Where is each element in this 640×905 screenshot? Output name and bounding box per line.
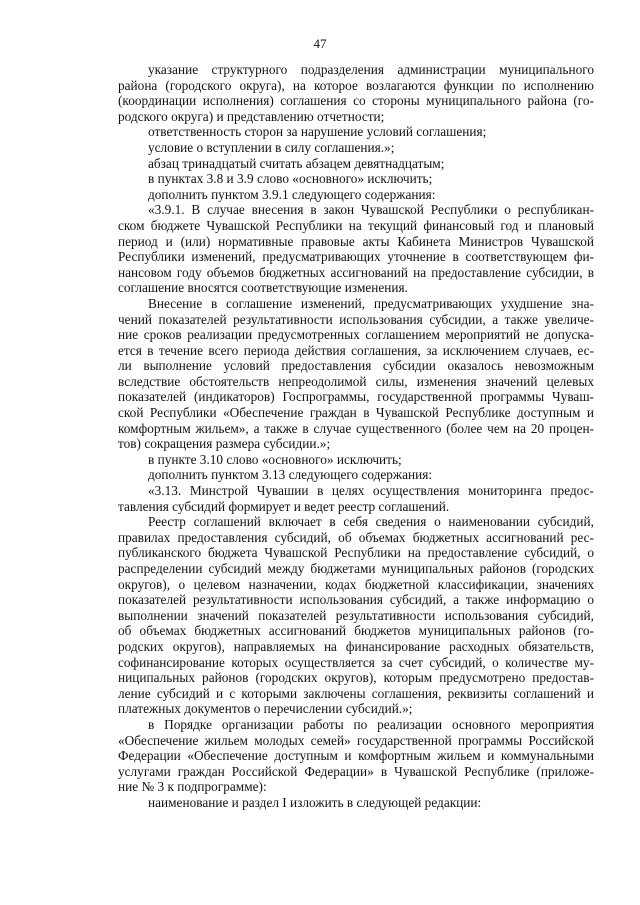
- text-line: в Порядке организации работы по реализации основного мероприятия: [148, 716, 594, 732]
- text-line: (координации исполнения) соглашения со стороны муниципального района (го-: [118, 93, 594, 109]
- text-line: ском бюджете Чувашской Республики на текущий финансовый год и плановый: [118, 217, 594, 233]
- text-line: ниципальных районов (городских округов), которым предусмотрено предостав-: [118, 670, 594, 686]
- text-line: тов) сокращения размера субсидии.»;: [118, 436, 331, 452]
- text-line: ние № 3 к подпрограмме):: [118, 779, 267, 795]
- text-line: района (городского округа), на которое возлагаются функции по исполнению: [118, 77, 594, 93]
- text-line: соглашение вносятся соответствующие изменения.: [118, 280, 408, 296]
- text-line: публиканского бюджета Чувашской Республики на предоставление субсидий, о: [118, 545, 594, 561]
- text-line: наименование и раздел I изложить в следующей редакции:: [148, 794, 482, 810]
- text-line: распределении субсидий между бюджетами муниципальных районов (городских: [118, 561, 594, 576]
- text-line: показателей результативности использования субсидий, а также информацию о: [118, 592, 594, 608]
- text-line: указание структурного подразделения администрации муниципального: [148, 62, 594, 77]
- text-line: Внесение в соглашение изменений, предусматривающих ухудшение зна-: [148, 295, 594, 311]
- text-line: софинансирование которых осуществляется за счет субсидий, о количестве му-: [118, 654, 594, 670]
- text-line: округов), о целевом назначении, кодах бюджетной классификации, значениях: [118, 576, 594, 592]
- text-line: период и (или) нормативные правовые акты Кабинета Министров Чувашской: [118, 233, 594, 249]
- page-number: 47: [313, 36, 327, 51]
- text-line: выполнении значений показателей результативности использования субсидий,: [118, 607, 594, 623]
- text-line: ление субсидий и с которыми заключены соглашения, реквизиты соглашений и: [118, 685, 594, 701]
- text-line: ли выполнение условий предоставления субсидии оказалось невозможным: [118, 358, 594, 374]
- text-line: ответственность сторон за нарушение условий соглашения;: [148, 124, 487, 140]
- text-line: ется в течение всего периода действия соглашения, за исключением случаев, ес-: [118, 342, 594, 358]
- text-line: вследствие обстоятельств непреодолимой силы, изменения значений целевых: [118, 373, 594, 389]
- text-line: «3.13. Минстрой Чувашии в целях осуществления мониторинга предос-: [148, 483, 594, 499]
- document-body: [118, 62, 594, 811]
- text-line: комфортным жильем», а также в случае существенного (более чем на 20 процен-: [118, 420, 594, 436]
- text-line: дополнить пунктом 3.9.1 следующего содержания:: [148, 186, 436, 202]
- text-line: Республики изменений, предусматривающих уточнение в соответствующем фи-: [118, 249, 594, 265]
- text-line: условие о вступлении в силу соглашения.»;: [148, 139, 395, 155]
- text-line: чений показателей результативности использования субсидии, а также увеличе-: [118, 311, 594, 327]
- text-line: Реестр соглашений включает в себя сведения о наименовании субсидий,: [148, 514, 594, 530]
- text-line: услугами граждан Российской Федерации» в Чувашской Республике (приложе-: [118, 763, 594, 779]
- text-line: платежных документов о перечислении субсидий.»;: [118, 701, 413, 717]
- text-line: абзац тринадцатый считать абзацем девятнадцатым;: [148, 155, 445, 171]
- text-line: в пункте 3.10 слово «основного» исключить;: [148, 451, 402, 467]
- text-line: «3.9.1. В случае внесения в закон Чувашской Республики о республикан-: [148, 202, 594, 218]
- text-line: ние сроков реализации предусмотренных соглашением мероприятий не допуска-: [118, 327, 594, 343]
- text-line: показателей (индикаторов) Госпрограммы, государственной программы Чуваш-: [118, 389, 594, 405]
- text-line: правилах предоставления субсидий, об объемах бюджетных ассигнований рес-: [118, 529, 594, 545]
- text-line: в пунктах 3.8 и 3.9 слово «основного» исключить;: [148, 171, 433, 187]
- text-line: родского округа) и представлению отчетности;: [118, 108, 385, 124]
- text-line: дополнить пунктом 3.13 следующего содержания:: [148, 467, 433, 483]
- text-line: «Обеспечение жильем молодых семей» государственной программы Российской: [118, 732, 594, 748]
- text-line: родских округов), направляемых на финансирование расходных обязательств,: [118, 638, 594, 654]
- text-line: нансовом году объемов бюджетных ассигнований на предоставление субсидии, в: [118, 264, 594, 280]
- text-line: ской Республики «Обеспечение граждан в Чувашской Республике доступным и: [118, 405, 594, 421]
- text-line: Федерации «Обеспечение доступным и комфортным жильем и коммунальными: [118, 748, 594, 764]
- text-line: тавления субсидий формирует и ведет реестр соглашений.: [118, 498, 450, 514]
- text-line: об объемах бюджетных ассигнований бюджетов муниципальных районов (го-: [118, 623, 594, 639]
